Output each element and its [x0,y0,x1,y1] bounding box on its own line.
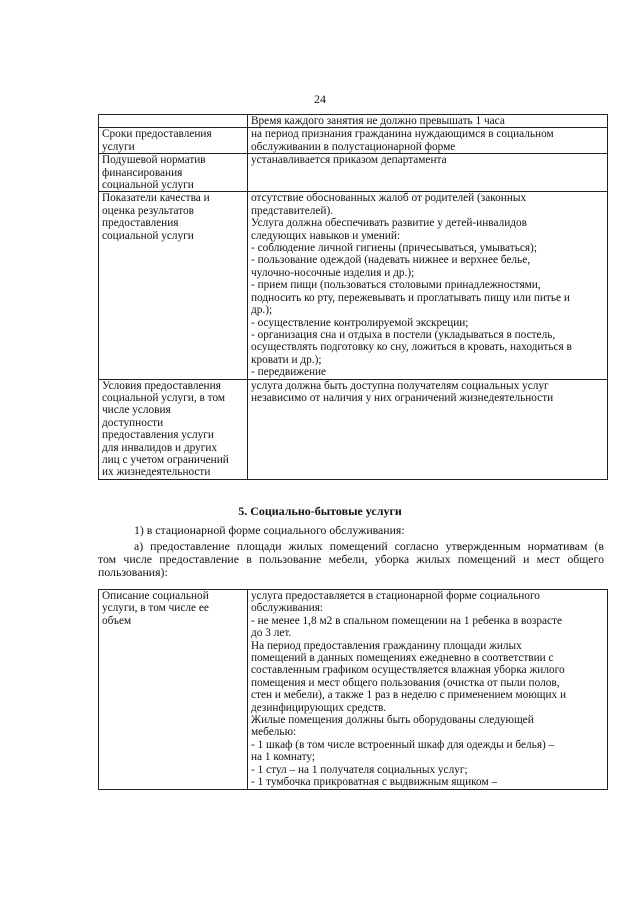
paragraph-living-space [98,540,604,580]
cell-line: лиц с учетом ограничений [102,453,229,466]
cell-line: дезинфицирующих средств. [251,701,387,714]
cell-line: осуществлять подготовку ко сну, ложиться в кровать, находиться в [251,341,572,354]
row-label-cell [99,154,248,192]
cell-line: оценка результатов [102,204,195,217]
row-label-cell [99,379,248,479]
cell-line: чулочно-носочные изделия и др.); [251,266,415,279]
table-row [99,115,608,128]
cell-line: устанавливается приказом департамента [251,154,447,167]
service-table-2 [98,589,608,790]
paragraph-line: пользования): [98,565,168,580]
cell-line: кровати и др.); [251,353,322,366]
cell-line: следующих навыков и умений: [251,229,401,242]
cell-line: Условия предоставления [102,379,221,392]
row-label-cell [99,590,248,790]
cell-line: услуга должна быть доступна получателям социальных услуг [251,379,549,392]
cell-line: числе условия [102,404,171,417]
paragraph-stationary-form: 1) в стационарной форме социального обслуживания: [134,523,405,537]
cell-line: - передвижение [251,366,327,379]
cell-line: Время каждого занятия не должно превышать 1 часа [251,115,505,127]
cell-line: Услуга должна обеспечивать развитие у детей-инвалидов [251,217,527,230]
cell-line: Показатели качества и [102,192,210,205]
cell-line: помещений в данных помещениях ежедневно в соответствии с [251,652,554,665]
cell-line: - пользование одеждой (надевать нижнее и верхнее белье, [251,254,531,267]
cell-line: стен и мебели), а также 1 раз в неделю с применением моющих и [251,689,567,702]
cell-line: социальной услуги [102,229,194,242]
row-value-cell [248,128,608,154]
row-label-cell [99,192,248,379]
service-table-1 [98,114,608,480]
table-row [99,379,608,479]
cell-line: - не менее 1,8 м2 в спальном помещении на 1 ребенка в возрасте [251,614,562,627]
cell-line: Описание социальной [102,590,209,602]
cell-line: - соблюдение личной гигиены (причесываться, умываться); [251,242,537,255]
row-value-cell [248,115,608,128]
cell-line: обслуживания: [251,602,324,615]
cell-line: - 1 шкаф (в том числе встроенный шкаф для одежды и белья) – [251,738,555,751]
row-label-cell [99,115,248,128]
cell-line: финансирования [102,166,183,179]
cell-line: - организация сна и отдыха в постели (укладываться в постель, [251,328,556,341]
cell-line: подносить ко рту, пережевывать и проглатывать пищу или питье и [251,291,570,304]
row-label-cell [99,128,248,154]
cell-line: составленным графиком осуществляется влажная уборка жилого [251,664,565,677]
cell-line: предоставления [102,217,179,230]
section-title: 5. Социально-бытовые услуги [238,504,402,518]
cell-line: Сроки предоставления [102,128,212,141]
cell-line: на период признания гражданина нуждающимся в социальном [251,128,554,141]
row-value-cell [248,590,608,790]
row-value-cell [248,192,608,379]
row-value-cell [248,154,608,192]
cell-line: до 3 лет. [251,627,292,640]
cell-line: услуга предоставляется в стационарной форме социального [251,590,540,602]
cell-line: для инвалидов и других [102,441,218,454]
cell-line: Подушевой норматив [102,154,206,167]
table-row [99,154,608,192]
cell-line: мебелью: [251,726,297,739]
cell-line: объем [102,614,132,627]
cell-line: др.); [251,304,273,317]
cell-line: услуги [102,140,135,153]
cell-line: представителей). [251,204,334,217]
table-row [99,590,608,790]
page-number: 24 [314,92,326,106]
cell-line: на 1 комнату; [251,751,316,764]
cell-line: На период предоставления гражданину площади жилых [251,639,522,652]
row-value-cell [248,379,608,479]
cell-line: отсутствие обоснованных жалоб от родителей (законных [251,192,527,205]
cell-line: предоставления услуги [102,429,214,442]
cell-line: - 1 тумбочка прикроватная с выдвижным ящиком – [251,776,498,789]
cell-line: услуги, в том числе ее [102,602,209,615]
paragraph-line: том числе предоставление в пользование мебели, уборка жилых помещений и мест общего [98,552,604,567]
cell-line: доступности [102,416,164,429]
cell-line: независимо от наличия у них ограничений жизнедеятельности [251,391,554,404]
cell-line: Жилые помещения должны быть оборудованы следующей [251,714,534,727]
cell-line: их жизнедеятельности [102,466,211,479]
table-row [99,128,608,154]
cell-line: социальной услуги, в том [102,391,226,404]
cell-line: - прием пищи (пользоваться столовыми принадлежностями, [251,279,541,292]
cell-line: обслуживании в полустационарной форме [251,140,456,153]
cell-line: - 1 стул – на 1 получателя социальных услуг; [251,763,468,776]
cell-line: помещения и мест общего пользования (очистка от пыли полов, [251,676,560,689]
table-row [99,192,608,379]
paragraph-line: а) предоставление площади жилых помещений согласно утвержденным нормативам (в [134,539,604,553]
cell-line: - осуществление контролируемой экскреции; [251,316,469,329]
cell-line: социальной услуги [102,179,194,192]
